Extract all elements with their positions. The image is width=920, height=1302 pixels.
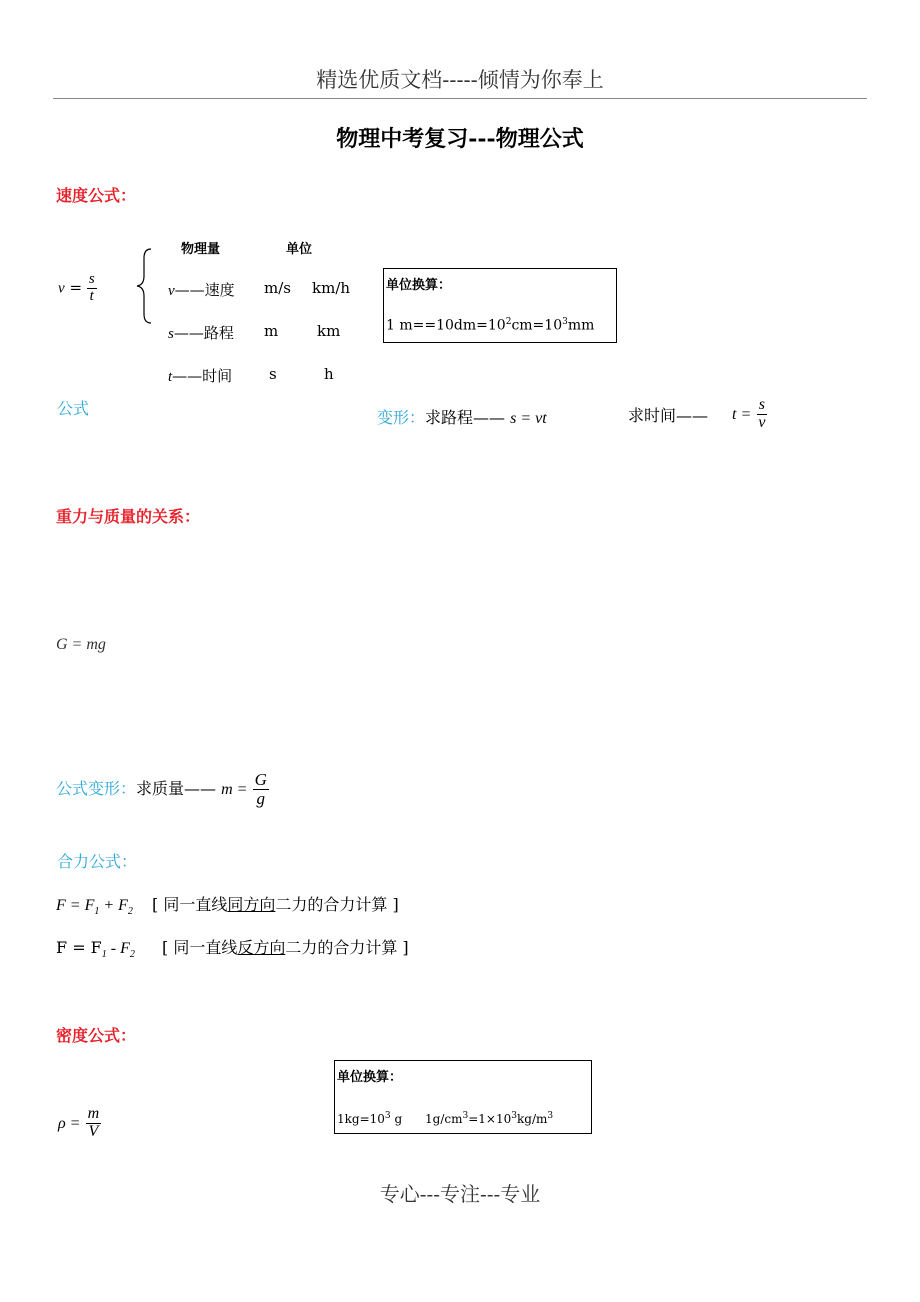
- speed-transform-label: 变形：: [377, 408, 426, 427]
- density-unit-box-title: 单位换算：: [337, 1070, 403, 1085]
- mass-transform-lhs: m =: [221, 780, 248, 798]
- speed-formula-eq: =: [69, 278, 83, 297]
- speed-unit-part-c: mm: [567, 317, 595, 334]
- speed-row-time: [168, 365, 232, 386]
- distance-unit-common: km: [317, 322, 341, 340]
- distance-transform-text: 求路程——: [425, 408, 506, 427]
- mass-transform-denominator: g: [256, 788, 265, 808]
- speed-row-velocity: [168, 279, 235, 300]
- distance-name: ——路程: [173, 324, 234, 342]
- page-footer-text: 专心---专注---专业: [379, 1182, 541, 1206]
- speed-formula-fraction: [87, 272, 97, 305]
- same-dir-desc-underlined: 同方向: [227, 895, 276, 914]
- mass-transform-line: [56, 771, 269, 808]
- density-heading: 密度公式：: [56, 1026, 137, 1045]
- speed-unit-box-line: [386, 317, 594, 334]
- same-dir-lhs: F = F: [56, 897, 95, 914]
- density-unit-exp-2: 3: [462, 1111, 469, 1121]
- speed-unit-part-b: cm=10: [511, 317, 563, 334]
- speed-formula: [58, 272, 97, 305]
- same-dir-sub-1: 1: [94, 906, 100, 918]
- header-divider: [53, 98, 867, 99]
- density-formula-fraction: [86, 1106, 102, 1141]
- density-unit-d: kg/m: [516, 1112, 548, 1126]
- time-unit-si: s: [269, 365, 277, 383]
- velocity-name: ——速度: [174, 281, 235, 299]
- density-unit-exp-4: 3: [547, 1111, 554, 1121]
- speed-row-distance: [168, 322, 234, 343]
- speed-unit-conversion-box: [383, 268, 617, 343]
- density-unit-box-line: [337, 1111, 553, 1126]
- speed-heading: 速度公式：: [56, 186, 137, 205]
- mass-transform-label: 公式变形：: [56, 778, 137, 798]
- opp-dir-desc-pre: [ 同一直线: [161, 938, 238, 957]
- density-unit-a: 1kg=10: [337, 1112, 385, 1126]
- gravity-formula: G = mg: [56, 636, 106, 653]
- time-symbol: t: [168, 369, 173, 385]
- density-unit-conversion-box: [334, 1060, 592, 1134]
- velocity-unit-si: m/s: [264, 279, 291, 297]
- page-title: 物理中考复习---物理公式: [336, 126, 584, 152]
- col-header-quantity: 物理量: [181, 242, 221, 257]
- distance-transform-formula: s = vt: [510, 410, 547, 427]
- density-formula-lhs: ρ =: [58, 1114, 81, 1132]
- gravity-heading: 重力与质量的关系：: [56, 507, 201, 526]
- speed-transform-line: [377, 405, 547, 428]
- resultant-line-opposite-direction: [56, 935, 409, 960]
- mass-transform-fraction: [253, 771, 269, 808]
- density-unit-exp-3: 3: [511, 1111, 517, 1121]
- speed-unit-exp-1: 2: [505, 317, 512, 327]
- curly-brace: [134, 246, 154, 326]
- opp-dir-desc-underlined: 反方向: [237, 938, 286, 957]
- page-header-text: 精选优质文档-----倾情为你奉上: [316, 68, 604, 92]
- opp-dir-lhs: F = F: [56, 938, 102, 957]
- speed-formula-numerator: s: [88, 271, 95, 287]
- opp-dir-sub-1: 1: [101, 949, 107, 961]
- same-dir-op: + F: [99, 897, 128, 914]
- opp-dir-sub-2: 2: [129, 949, 135, 961]
- time-transform-text: 求时间——: [628, 406, 709, 425]
- time-transform-formula: [732, 397, 767, 432]
- col-header-unit: 单位: [286, 242, 313, 257]
- time-transform-denominator: v: [758, 413, 766, 431]
- velocity-symbol: v: [168, 283, 175, 299]
- time-transform-lhs: t =: [732, 405, 752, 423]
- time-transform-numerator: s: [758, 396, 766, 413]
- speed-unit-exp-2: 3: [562, 317, 568, 327]
- density-formula: [58, 1106, 101, 1141]
- density-unit-b: g 1g/cm: [390, 1112, 463, 1126]
- time-transform-fraction: [756, 397, 767, 432]
- density-unit-c: =1×10: [468, 1112, 512, 1126]
- density-unit-exp-1: 3: [384, 1111, 391, 1121]
- density-formula-denominator: V: [88, 1122, 99, 1140]
- speed-unit-box-title: 单位换算：: [386, 278, 452, 293]
- same-dir-sub-2: 2: [127, 906, 133, 918]
- speed-formula-label: 公式: [57, 399, 90, 418]
- resultant-line-same-direction: [56, 892, 399, 917]
- time-unit-common: h: [324, 365, 334, 383]
- time-name: ——时间: [172, 367, 233, 385]
- resultant-heading: 合力公式：: [57, 852, 138, 871]
- mass-transform-text: 求质量——: [136, 778, 217, 798]
- mass-transform-numerator: G: [254, 770, 267, 789]
- speed-unit-part-a: 1 m==10dm=10: [386, 317, 506, 334]
- velocity-unit-common: km/h: [312, 279, 351, 297]
- density-formula-numerator: m: [87, 1105, 100, 1122]
- opp-dir-desc-post: 二力的合力计算 ]: [285, 938, 409, 957]
- same-dir-desc-pre: [ 同一直线: [152, 895, 228, 914]
- speed-formula-lhs: v: [58, 280, 65, 297]
- distance-unit-si: m: [264, 322, 279, 340]
- distance-symbol: s: [168, 326, 174, 342]
- opp-dir-op: - F: [106, 940, 130, 957]
- speed-formula-denominator: t: [89, 287, 94, 304]
- same-dir-desc-post: 二力的合力计算 ]: [275, 895, 399, 914]
